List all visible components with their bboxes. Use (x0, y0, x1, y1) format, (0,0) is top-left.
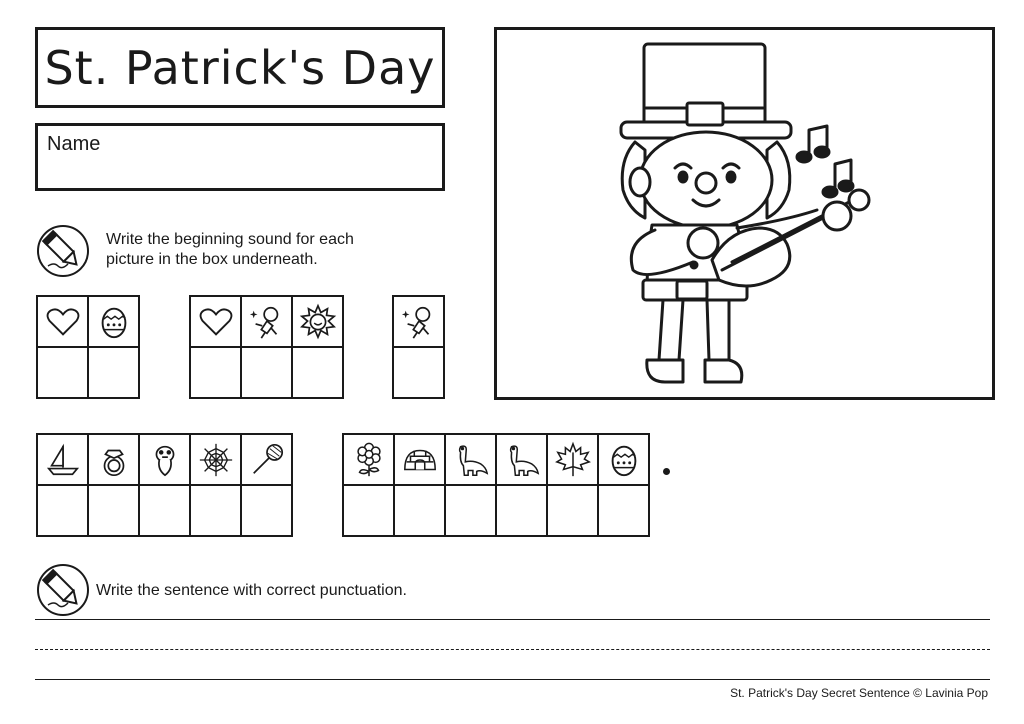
instruction-beginning-sound (106, 230, 354, 270)
pencil-icon (36, 224, 90, 278)
igloo-icon (401, 441, 439, 479)
answer-box[interactable] (38, 348, 89, 399)
egg-icon (95, 303, 133, 341)
picture-frame (494, 27, 995, 400)
word-group-5 (342, 433, 650, 537)
heart-icon (197, 303, 235, 341)
answer-box[interactable] (599, 486, 650, 537)
answer-box[interactable] (38, 486, 89, 537)
picture-cell (191, 297, 242, 348)
picture-cell (446, 435, 497, 486)
word-group-4 (36, 433, 293, 537)
word-group-2 (189, 295, 344, 399)
word-group-3 (392, 295, 445, 399)
astronaut-icon (400, 303, 438, 341)
dinosaur-icon (452, 441, 490, 479)
footer-credit: St. Patrick's Day Secret Sentence © Lavinia Pop (730, 686, 988, 700)
picture-cell (89, 297, 140, 348)
egg-icon (605, 441, 643, 479)
picture-cell (38, 435, 89, 486)
answer-box[interactable] (293, 348, 344, 399)
writing-line-mid[interactable] (35, 649, 990, 650)
picture-cell (497, 435, 548, 486)
picture-cell (38, 297, 89, 348)
pencil-icon (36, 563, 90, 617)
name-field[interactable] (35, 123, 445, 191)
picture-cell (89, 435, 140, 486)
title-box (35, 27, 445, 108)
heart-icon (44, 303, 82, 341)
dinosaur-icon (503, 441, 541, 479)
page-title: St. Patrick's Day (44, 40, 436, 95)
picture-cell (191, 435, 242, 486)
picture-cell (242, 435, 293, 486)
spiderweb-icon (197, 441, 235, 479)
sun-icon (299, 303, 337, 341)
writing-line-base[interactable] (35, 679, 990, 680)
answer-box[interactable] (394, 348, 445, 399)
answer-box[interactable] (89, 486, 140, 537)
picture-cell (140, 435, 191, 486)
answer-box[interactable] (140, 486, 191, 537)
name-label: Name (47, 133, 101, 155)
ostrich-icon (146, 441, 184, 479)
sailboat-icon (44, 441, 82, 479)
picture-cell (242, 297, 293, 348)
writing-line-top[interactable] (35, 619, 990, 620)
picture-cell (548, 435, 599, 486)
net-icon (248, 441, 286, 479)
leprechaun-fiddler-illustration (497, 30, 992, 397)
instruction-write-sentence: Write the sentence with correct punctuation. (96, 582, 407, 599)
instruction-line-1: Write the beginning sound for each (106, 231, 354, 248)
answer-box[interactable] (344, 486, 395, 537)
answer-box[interactable] (242, 486, 293, 537)
answer-box[interactable] (242, 348, 293, 399)
picture-cell (395, 435, 446, 486)
answer-box[interactable] (446, 486, 497, 537)
word-group-1 (36, 295, 140, 399)
answer-box[interactable] (395, 486, 446, 537)
flower-icon (350, 441, 388, 479)
answer-box[interactable] (191, 348, 242, 399)
answer-box[interactable] (497, 486, 548, 537)
answer-box[interactable] (191, 486, 242, 537)
picture-cell (599, 435, 650, 486)
picture-cell (293, 297, 344, 348)
end-punctuation-dot (663, 468, 670, 475)
answer-box[interactable] (548, 486, 599, 537)
picture-cell (394, 297, 445, 348)
picture-cell (344, 435, 395, 486)
leaf-icon (554, 441, 592, 479)
astronaut-icon (248, 303, 286, 341)
answer-box[interactable] (89, 348, 140, 399)
ring-icon (95, 441, 133, 479)
instruction-line-2: picture in the box underneath. (106, 251, 318, 268)
